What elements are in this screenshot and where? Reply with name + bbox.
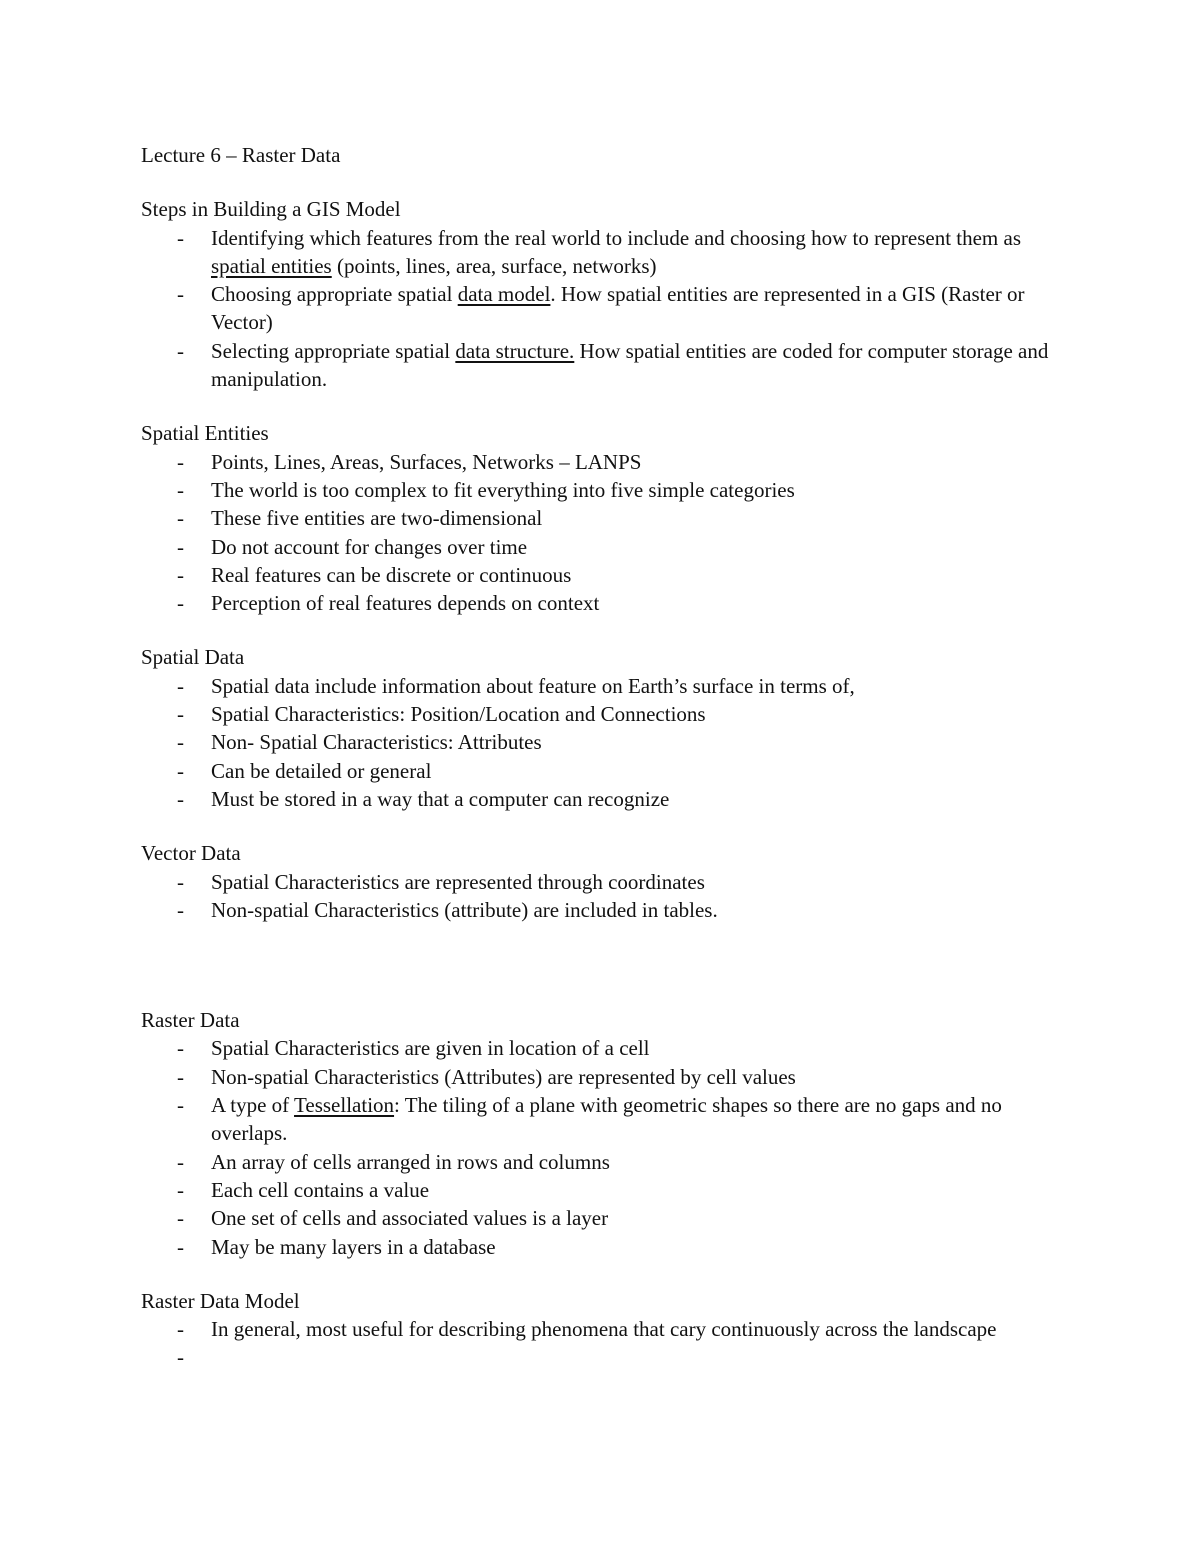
underlined-term: data model: [457, 282, 551, 307]
list-item: - Each cell contains a value: [141, 1176, 1061, 1204]
list-item: - Non- Spatial Characteristics: Attributes: [141, 728, 1061, 756]
bullet-dash: -: [177, 1149, 184, 1174]
bullet-dash: -: [177, 702, 184, 727]
list-item: - Must be stored in a way that a computer can recognize: [141, 785, 1061, 813]
bullet-dash: -: [177, 1234, 184, 1259]
bullet-dash: -: [177, 449, 184, 474]
list-item: - Choosing appropriate spatial data model. How spatial entities are represented in a GIS (Raster or Vector): [177, 282, 1025, 335]
section-spatial-entities: [141, 419, 1061, 617]
bullet-dash: -: [177, 897, 184, 922]
list-item: - The world is too complex to fit everything into five simple categories: [141, 476, 1061, 504]
section-heading: Vector Data: [141, 841, 241, 866]
section-heading: Raster Data Model: [141, 1288, 300, 1313]
list-item: - Points, Lines, Areas, Surfaces, Networks – LANPS: [141, 448, 1061, 476]
section-heading: Steps in Building a GIS Model: [141, 197, 401, 222]
list-item: - Identifying which features from the real world to include and choosing how to represent them as spatial entities (points, lines, area, surface, networks): [177, 225, 1022, 278]
bullet-dash: -: [177, 562, 184, 587]
section-heading: Raster Data: [141, 1008, 240, 1033]
section-heading: Spatial Data: [141, 645, 245, 670]
bullet-dash: -: [177, 1177, 184, 1202]
list-item: - Perception of real features depends on context: [141, 589, 1061, 617]
list-item: - Spatial Characteristics are given in location of a cell: [141, 1034, 1061, 1062]
bullet-list: [141, 448, 1061, 618]
list-item-empty: [141, 1343, 1061, 1371]
bullet-list: [141, 1034, 1061, 1260]
bullet-dash: -: [177, 225, 184, 250]
bullet-list: [141, 1315, 1061, 1372]
list-item: - Real features can be discrete or continuous: [141, 561, 1061, 589]
list-item: - Non-spatial Characteristics (Attributes) are represented by cell values: [141, 1063, 1061, 1091]
list-item: - An array of cells arranged in rows and columns: [141, 1148, 1061, 1176]
bullet-dash: -: [177, 477, 184, 502]
bullet-dash: -: [177, 338, 184, 363]
list-item: - Non-spatial Characteristics (attribute) are included in tables.: [141, 896, 1061, 924]
list-item: - Can be detailed or general: [141, 757, 1061, 785]
section-spatial-data: [141, 643, 1061, 813]
bullet-dash: -: [177, 758, 184, 783]
underlined-term: spatial entities: [211, 253, 332, 278]
list-item: - Spatial Characteristics are represented through coordinates: [141, 868, 1061, 896]
bullet-dash: -: [177, 1064, 184, 1089]
list-item: - In general, most useful for describing phenomena that cary continuously across the landscape: [141, 1315, 1061, 1343]
list-item: - May be many layers in a database: [141, 1233, 1061, 1261]
section-raster-data-model: [141, 1287, 1061, 1372]
list-item: - A type of Tessellation: The tiling of a plane with geometric shapes so there are no gaps and no overlaps.: [177, 1093, 1002, 1146]
section-raster-data: [141, 1006, 1061, 1261]
underlined-term: Tessellation: [294, 1093, 395, 1118]
list-item: - These five entities are two-dimensional: [141, 504, 1061, 532]
bullet-dash: -: [177, 1345, 184, 1370]
list-item: - Selecting appropriate spatial data structure. How spatial entities are coded for computer storage and manipulation.: [177, 338, 1049, 392]
list-item: - Spatial data include information about feature on Earth’s surface in terms of,: [141, 672, 1061, 700]
bullet-dash: -: [177, 673, 184, 698]
bullet-dash: -: [177, 506, 184, 531]
underlined-term: data structure.: [455, 338, 575, 363]
document-page: [141, 141, 1061, 1372]
bullet-dash: -: [177, 786, 184, 811]
bullet-dash: -: [177, 869, 184, 894]
list-item: - Spatial Characteristics: Position/Location and Connections: [141, 700, 1061, 728]
bullet-dash: -: [177, 1036, 184, 1061]
bullet-dash: -: [177, 1206, 184, 1231]
bullet-list: [141, 224, 1061, 394]
bullet-list: [141, 868, 1061, 925]
bullet-dash: -: [177, 534, 184, 559]
document-title: Lecture 6 – Raster Data: [141, 143, 341, 167]
bullet-list: [141, 672, 1061, 813]
list-item: - Do not account for changes over time: [141, 533, 1061, 561]
bullet-dash: -: [177, 730, 184, 755]
bullet-dash: -: [177, 591, 184, 616]
section-heading: Spatial Entities: [141, 421, 269, 446]
bullet-dash: -: [177, 282, 184, 307]
section-gis-model-steps: [141, 195, 1061, 393]
bullet-dash: -: [177, 1317, 184, 1342]
list-item: - One set of cells and associated values is a layer: [141, 1204, 1061, 1232]
bullet-dash: -: [177, 1093, 184, 1118]
section-vector-data: [141, 839, 1061, 924]
